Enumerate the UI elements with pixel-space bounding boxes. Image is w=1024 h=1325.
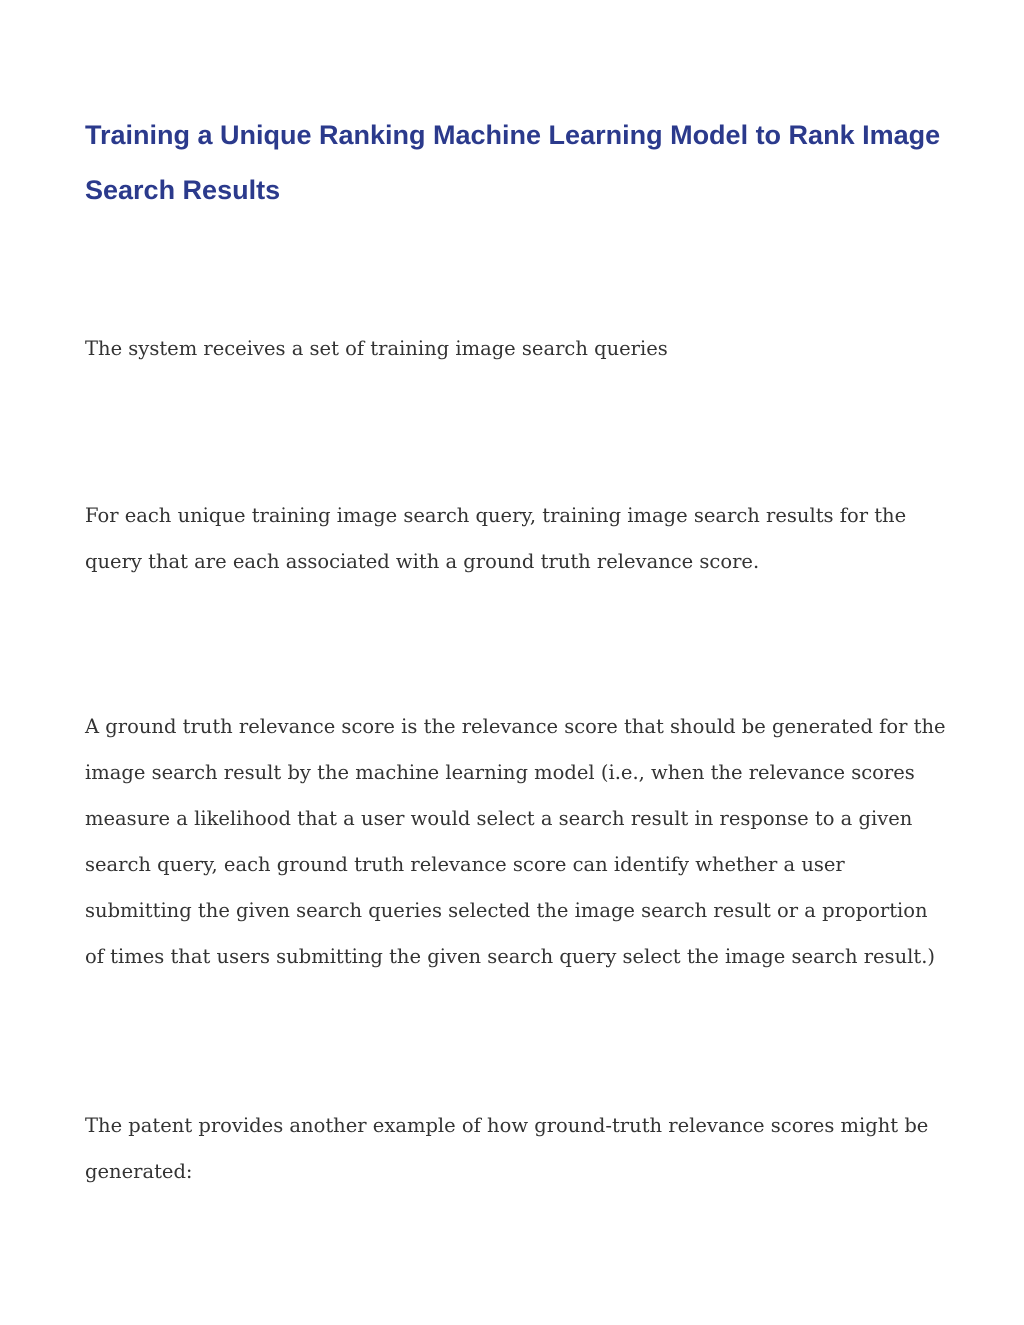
- paragraph-line: generated:: [85, 1160, 193, 1183]
- paragraph-line: For each unique training image search query, training image search results for the: [85, 504, 907, 527]
- paragraph-line: submitting the given search queries selected the image search result or a proportion: [85, 899, 928, 922]
- paragraph-line: query that are each associated with a ground truth relevance score.: [85, 550, 760, 573]
- paragraph-line: search query, each ground truth relevance score can identify whether a user: [85, 853, 845, 876]
- paragraph-line: of times that users submitting the given search query select the image search result.): [85, 945, 936, 968]
- paragraph-patent-example: [85, 1103, 950, 1195]
- paragraph-line: measure a likelihood that a user would select a search result in response to a given: [85, 807, 913, 830]
- paragraph-ground-truth-definition: [85, 704, 950, 980]
- paragraph-line: image search result by the machine learning model (i.e., when the relevance scores: [85, 761, 915, 784]
- article-heading: Training a Unique Ranking Machine Learning Model to Rank Image Search Results: [85, 120, 941, 205]
- paragraph-training-results: [85, 493, 950, 585]
- paragraph-training-queries: The system receives a set of training image search queries: [85, 337, 668, 360]
- paragraph-line: The patent provides another example of how ground-truth relevance scores might be: [85, 1114, 929, 1137]
- paragraph-line: A ground truth relevance score is the relevance score that should be generated for the: [85, 715, 946, 738]
